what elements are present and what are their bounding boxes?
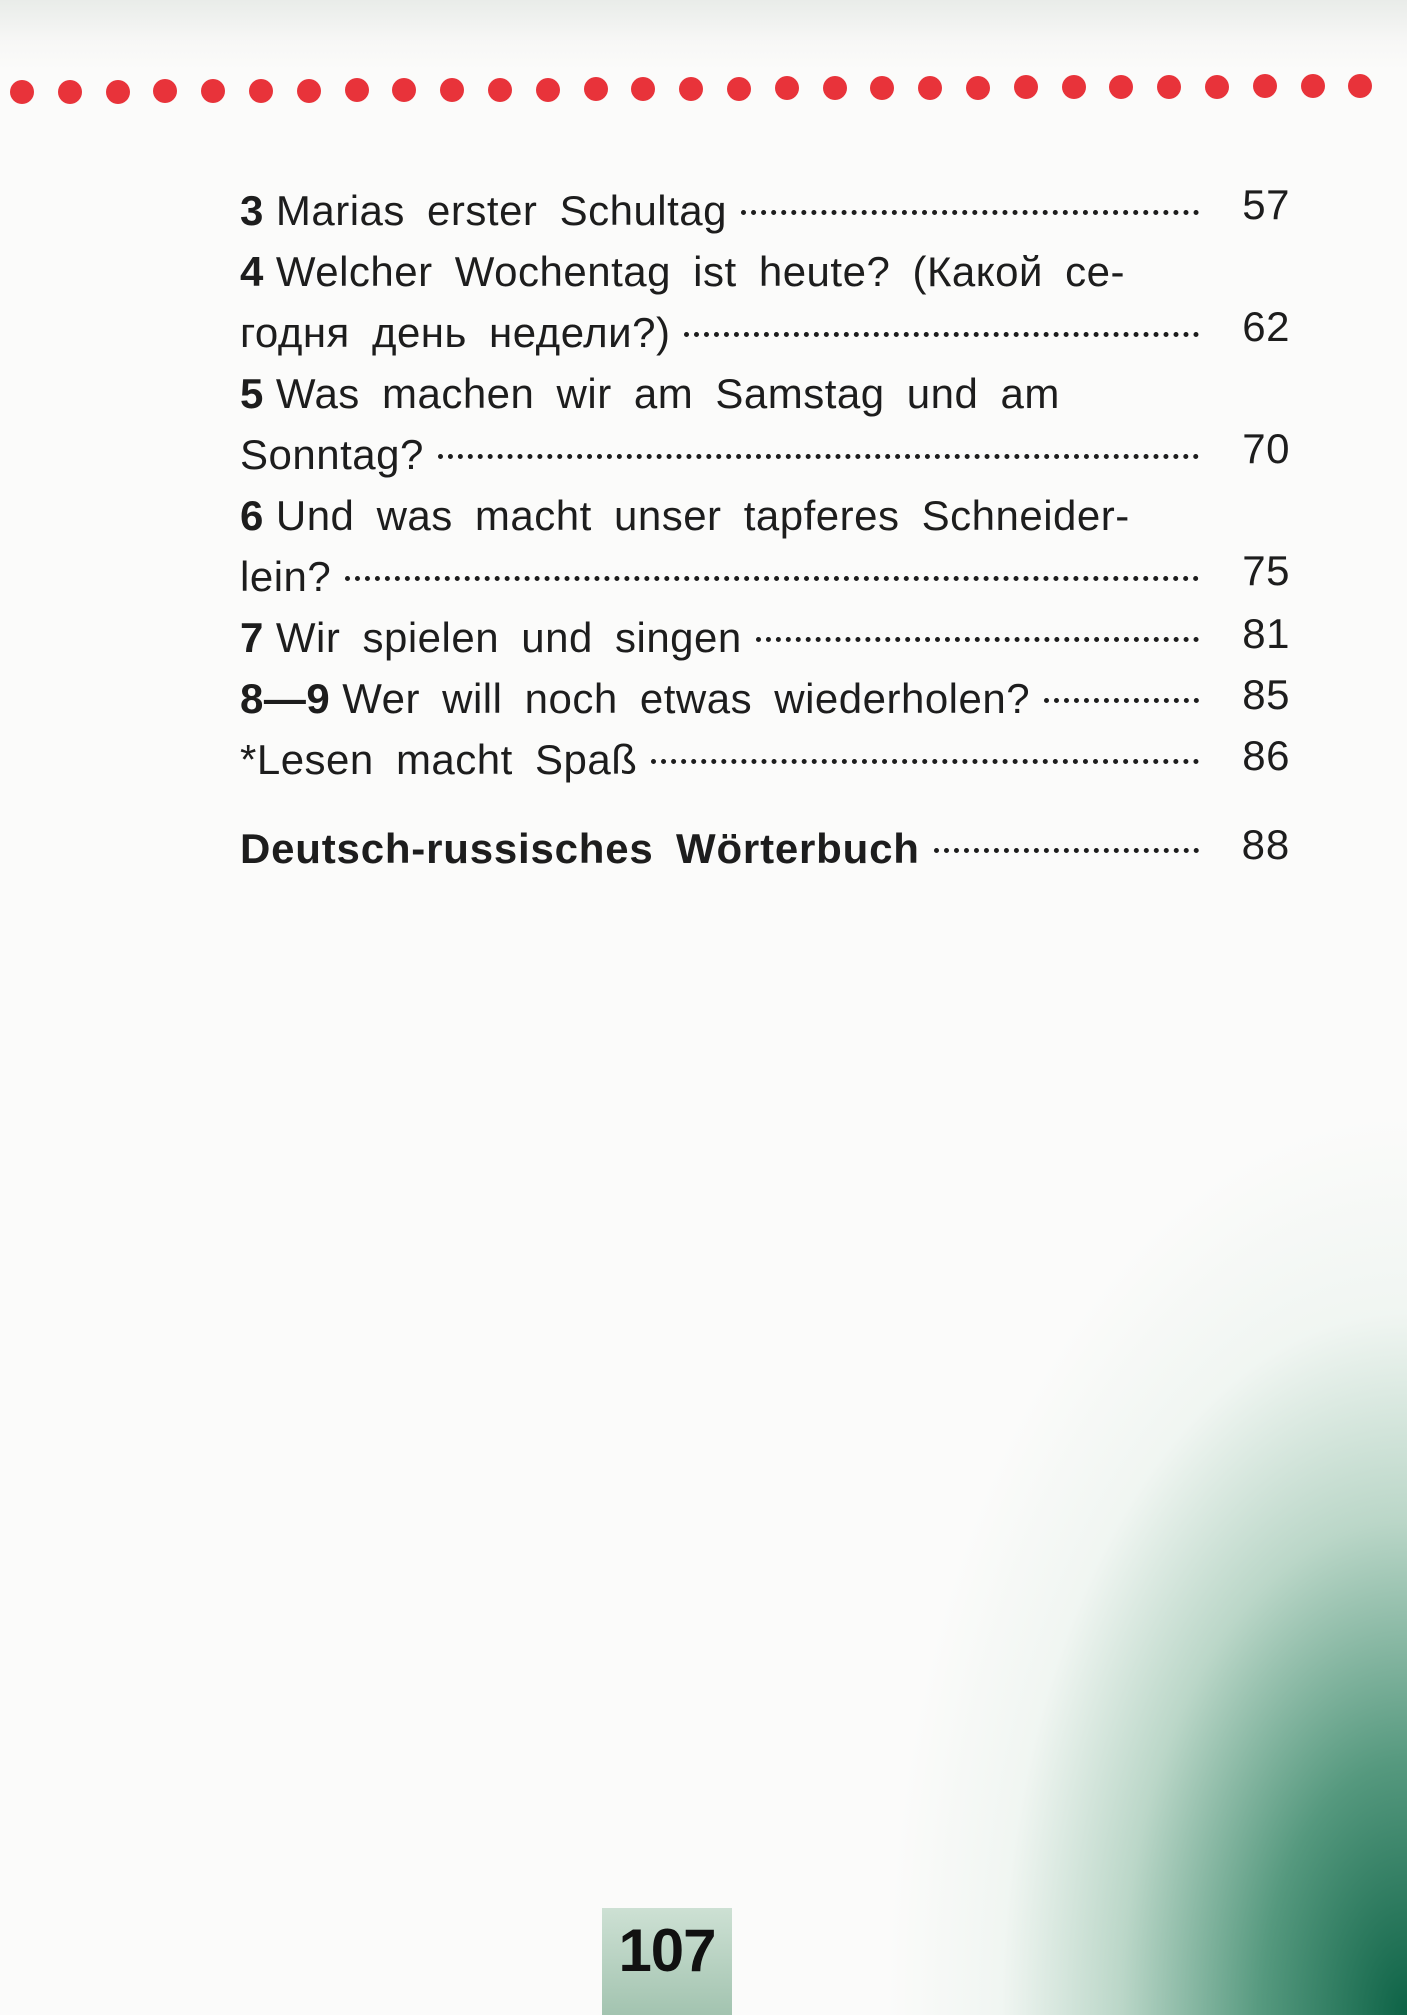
entry-title: Marias erster Schultag: [275, 187, 728, 234]
entry-number: 8—9: [240, 675, 331, 722]
entry-number: 5: [240, 370, 264, 417]
red-dot: [1157, 75, 1181, 99]
red-dot: [153, 79, 177, 103]
toc-entry-lesen[interactable]: [240, 729, 1290, 790]
entry-page: 75: [1242, 547, 1290, 594]
dictionary-page: 88: [1241, 821, 1290, 868]
toc-entry-5[interactable]: [240, 363, 1290, 485]
dot-leader: [1044, 698, 1199, 703]
toc-entry-8-9[interactable]: [240, 668, 1290, 729]
red-dot: [1014, 75, 1038, 99]
red-dot: [1205, 75, 1229, 99]
entry-number: 4: [240, 248, 264, 295]
dot-leader: [934, 848, 1199, 853]
red-dot: [1109, 75, 1133, 99]
red-dot: [631, 77, 655, 101]
entry-number: 7: [240, 614, 264, 661]
red-dot: [488, 78, 512, 102]
red-dot: [345, 78, 369, 102]
dot-leader: [438, 454, 1199, 459]
dot-leader: [741, 210, 1199, 215]
red-dot: [249, 79, 273, 103]
toc-entry-dictionary[interactable]: [240, 818, 1290, 879]
entry-page: 81: [1242, 610, 1290, 657]
dot-leader: [756, 637, 1199, 642]
entry-title: Wir spielen und singen: [275, 614, 742, 661]
red-dot: [10, 80, 34, 104]
red-dot: [297, 79, 321, 103]
decorative-dot-row: [10, 76, 1400, 106]
toc-entry-7[interactable]: [240, 607, 1290, 668]
toc-entry-3[interactable]: [240, 180, 1290, 241]
red-dot: [679, 77, 703, 101]
dot-leader: [684, 332, 1199, 337]
page-number-box: [602, 1908, 732, 2015]
toc-entry-4[interactable]: [240, 241, 1290, 363]
entry-title-line-2: годня день недели?): [240, 309, 671, 356]
entry-title: Wer will noch etwas wiederholen?: [342, 675, 1031, 722]
dot-leader: [345, 576, 1199, 581]
red-dot: [536, 78, 560, 102]
page-number: 107: [618, 1917, 716, 1984]
dictionary-title: Deutsch-russisches Wörterbuch: [240, 825, 920, 872]
red-dot: [1348, 74, 1372, 98]
entry-page: 70: [1242, 425, 1290, 472]
red-dot: [918, 76, 942, 100]
red-dot: [584, 77, 608, 101]
red-dot: [727, 77, 751, 101]
dot-leader: [651, 759, 1199, 764]
entry-title: *Lesen macht Spaß: [240, 736, 638, 783]
red-dot: [966, 76, 990, 100]
entry-title-line-1: Und was macht unser tapferes Schneider-: [275, 492, 1130, 539]
red-dot: [870, 76, 894, 100]
red-dot: [1062, 75, 1086, 99]
red-dot: [823, 76, 847, 100]
table-of-contents: [240, 180, 1290, 879]
entry-title-line-1: Welcher Wochentag ist heute? (Какой се-: [275, 248, 1125, 295]
entry-page: 85: [1242, 671, 1290, 718]
entry-page: 57: [1242, 181, 1290, 228]
entry-page: 62: [1242, 303, 1290, 350]
red-dot: [440, 78, 464, 102]
entry-number: 6: [240, 492, 264, 539]
entry-title-line-2: lein?: [240, 553, 332, 600]
entry-title-line-2: Sonntag?: [240, 431, 424, 478]
entry-title-line-1: Was machen wir am Samstag und am: [275, 370, 1060, 417]
top-shadow: [0, 0, 1407, 70]
red-dot: [1301, 74, 1325, 98]
red-dot: [775, 76, 799, 100]
red-dot: [392, 78, 416, 102]
entry-page: 86: [1242, 732, 1290, 779]
red-dot: [106, 80, 130, 104]
red-dot: [201, 79, 225, 103]
red-dot: [1253, 74, 1277, 98]
entry-number: 3: [240, 187, 264, 234]
toc-entry-6[interactable]: [240, 485, 1290, 607]
red-dot: [58, 80, 82, 104]
